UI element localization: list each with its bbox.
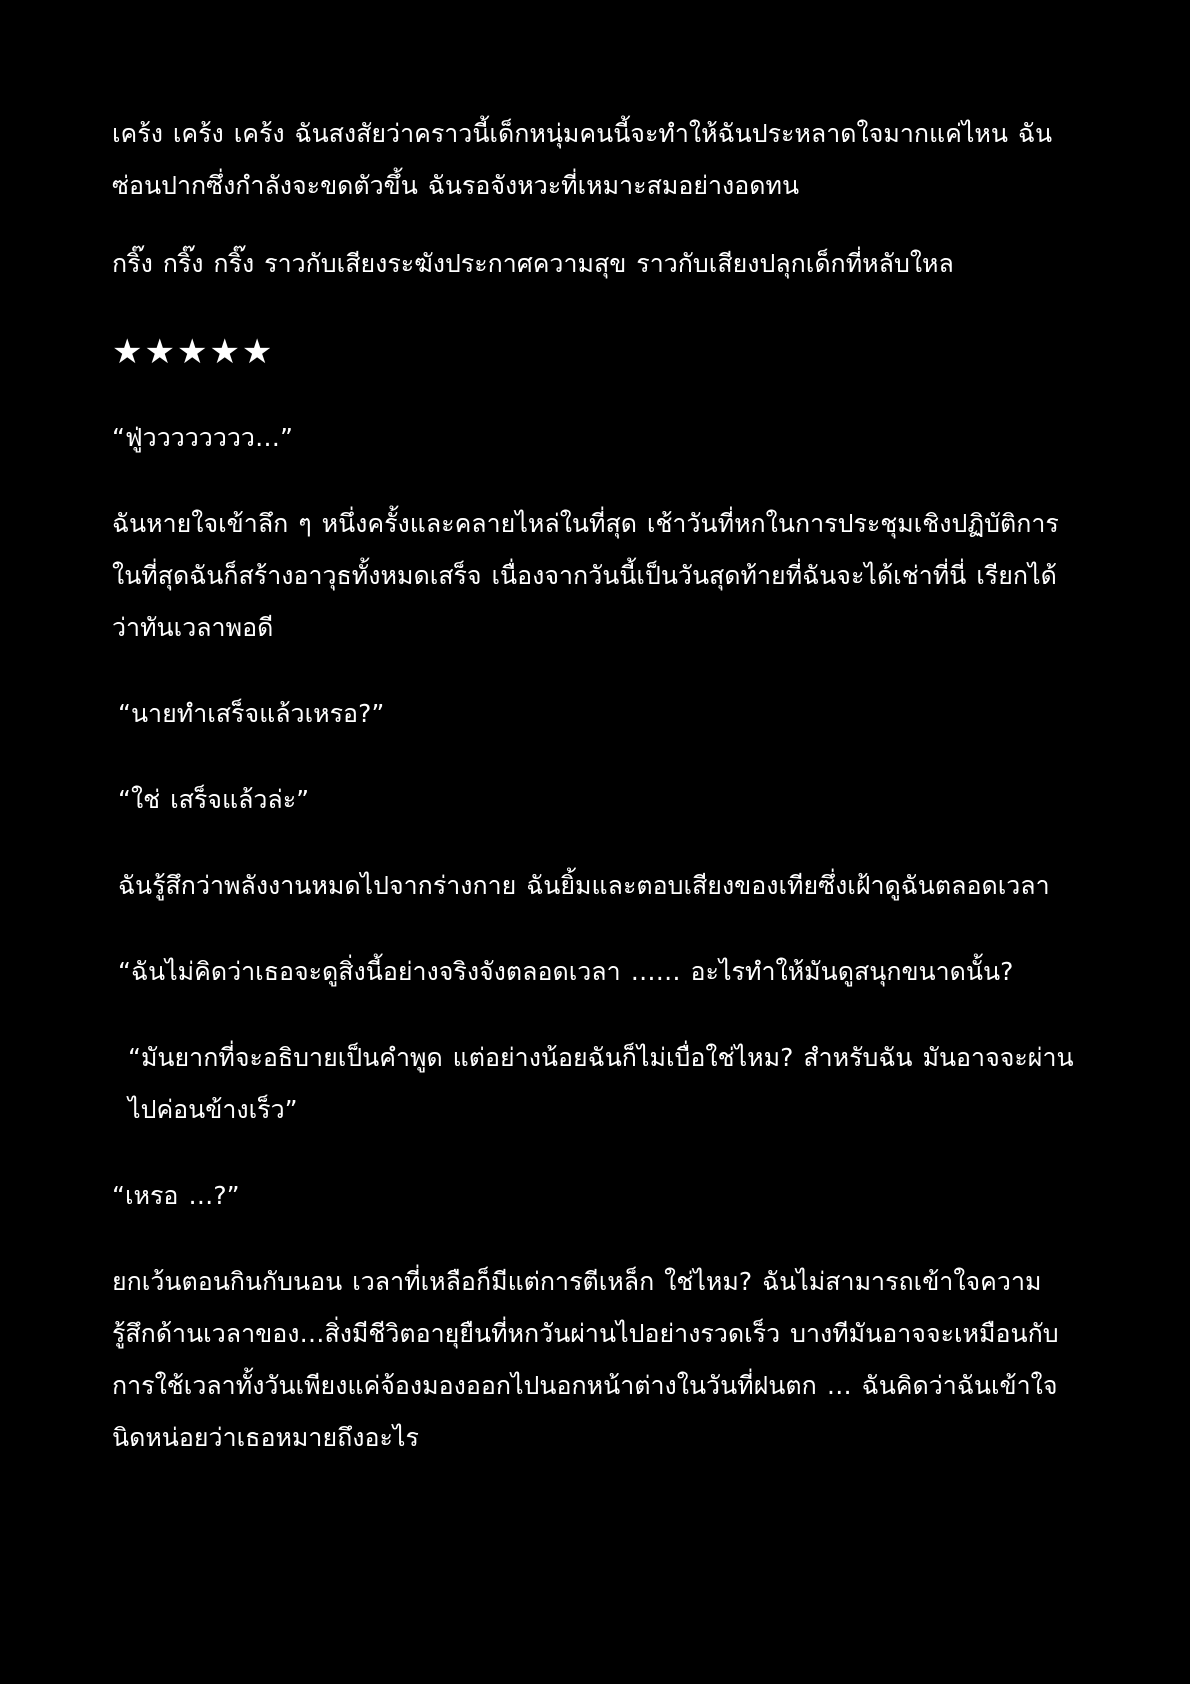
story-text-block bbox=[112, 108, 1080, 1464]
paragraph-are-you-done: “นายทำเสร็จแล้วเหรอ?” bbox=[118, 699, 385, 728]
paragraph-energy-drained: ฉันรู้สึกว่าพลังงานหมดไปจากร่างกาย ฉันยิ้มและตอบเสียงของเทียซึ่งเฝ้าดูฉันตลอดเวลา bbox=[118, 871, 1050, 900]
paragraph-sigh-dialogue: “ฟู่วววววววว…” bbox=[112, 423, 293, 452]
paragraph-yes-done: “ใช่ เสร็จแล้วล่ะ” bbox=[118, 785, 310, 814]
paragraph-sense-of-time: ยกเว้นตอนกินกับนอน เวลาที่เหลือก็มีแต่การตีเหล็ก ใช่ไหม? ฉันไม่สามารถเข้าใจความรู้สึกด้านเวลาของ…สิ่งมีชีวิตอายุยืนที่หกวันผ่านไปอย่างรวดเร็ว บางทีมันอาจจะเหมือนกับการใช้เวลาทั้งวันเพียงแค่จ้องมองออกไปนอกหน้าต่างในวันที่ฝนตก … ฉันคิดว่าฉันเข้าใจนิดหน่อยว่าเธอหมายถึงอะไร bbox=[112, 1267, 1059, 1452]
paragraph-ringing-bell: กริ๊ง กริ๊ง กริ๊ง ราวกับเสียงระฆังประกาศความสุข ราวกับเสียงปลุกเด็กที่หลับใหล bbox=[112, 249, 954, 278]
paragraph-clanging-anvil: เคร้ง เคร้ง เคร้ง ฉันสงสัยว่าคราวนี้เด็กหนุ่มคนนี้จะทำให้ฉันประหลาดใจมากแค่ไหน ฉันซ่อนปากซึ่งกำลังจะขดตัวขึ้น ฉันรอจังหวะที่เหมาะสมอย่างอดทน bbox=[112, 119, 1053, 200]
paragraph-question-to-tia: “ฉันไม่คิดว่าเธอจะดูสิ่งนี้อย่างจริงจังตลอดเวลา …… อะไรทำให้มันดูสนุกขนาดนั้น? bbox=[118, 957, 1014, 986]
scene-break-stars: ★★★★★ bbox=[112, 332, 275, 372]
paragraph-hard-to-explain: “มันยากที่จะอธิบายเป็นคำพูด แต่อย่างน้อยฉันก็ไม่เบื่อใช่ไหม? สำหรับฉัน มันอาจจะผ่านไปค่อนข้างเร็ว” bbox=[128, 1043, 1074, 1124]
paragraph-workshop-finished: ฉันหายใจเข้าลึก ๆ หนึ่งครั้งและคลายไหล่ในที่สุด เช้าวันที่หกในการประชุมเชิงปฏิบัติการ ในที่สุดฉันก็สร้างอาวุธทั้งหมดเสร็จ เนื่องจากวันนี้เป็นวันสุดท้ายที่ฉันจะได้เช่าที่นี่ เรียกได้ว่าทันเวลาพอดี bbox=[112, 509, 1059, 642]
paragraph-really: “เหรอ …?” bbox=[112, 1181, 240, 1210]
